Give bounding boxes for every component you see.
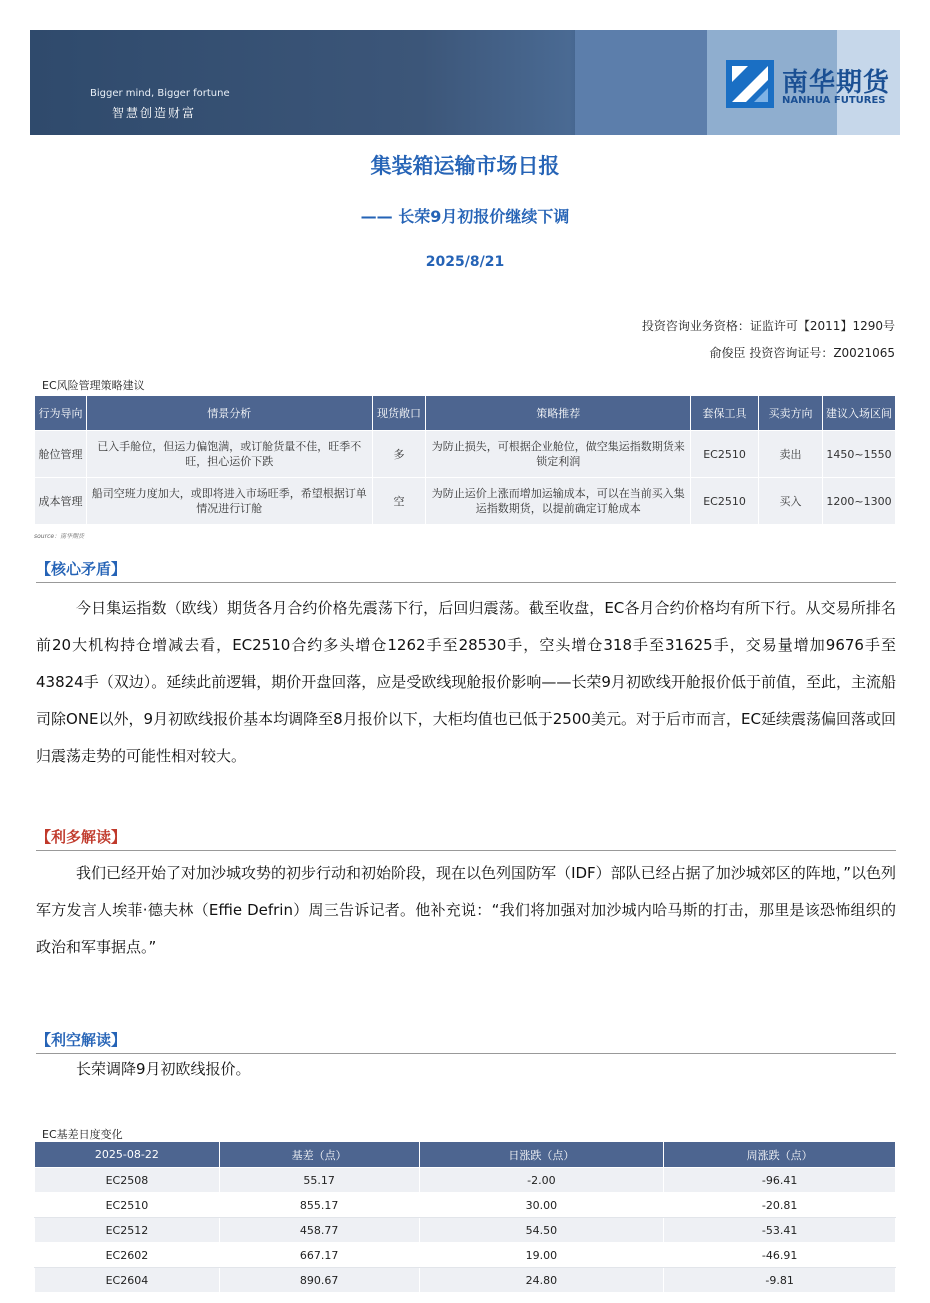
basis-table (34, 1141, 896, 1293)
table-row (35, 478, 896, 525)
table-header-row (35, 396, 896, 431)
column-header: 策略推荐 (426, 396, 691, 431)
bear-paragraph: 长荣调降9月初欧线报价。 (76, 1060, 251, 1078)
table-cell: -96.41 (664, 1168, 896, 1193)
basis-table-caption: EC基差日度变化 (42, 1128, 123, 1141)
strategy-table (34, 395, 896, 525)
table-cell: 舱位管理 (35, 431, 87, 478)
table-cell: 890.67 (219, 1268, 419, 1293)
table-cell: 为防止运价上涨而增加运输成本，可以在当前买入集运指数期货，以提前确定订舱成本 (426, 478, 691, 525)
report-date: 2025/8/21 (425, 254, 505, 270)
table-row (35, 1168, 896, 1193)
core-paragraph: 今日集运指数（欧线）期货各月合约价格先震荡下行，后回归震荡。截至收盘，EC各月合约价格均有所下行。从交易所排名前20大机构持仓增减去看，EC2510合约多头增仓1262手至28530手，空头增仓318手至31625手，交易量增加9676手至43824手（双边）。延续此前逻辑，期价开盘回落，应是受欧线现舱报价影响——长荣9月初欧线开舱报价低于前值，至此，主流船司除ONE以外，9月初欧线报价基本均调降至8月报价以下，大柜均值也已低于2500美元。对于后市而言，EC延续震荡偏回落或回归震荡走势的可能性相对较大。 (36, 599, 896, 765)
table-cell: 空 (372, 478, 426, 525)
table-cell: 1200~1300 (822, 478, 895, 525)
strategy-table-caption: EC风险管理策略建议 (42, 379, 145, 392)
column-header: 日涨跌（点） (419, 1142, 664, 1168)
table-cell: EC2510 (691, 431, 759, 478)
column-header: 情景分析 (86, 396, 372, 431)
analyst-info: 俞俊臣 投资咨询证号：Z0021065 (709, 346, 895, 360)
table-cell: 19.00 (419, 1243, 664, 1268)
source-note: source：南华期货 (34, 533, 85, 540)
table-cell: 24.80 (419, 1268, 664, 1293)
bull-paragraph: 我们已经开始了对加沙城攻势的初步行动和初始阶段，现在以色列国防军（IDF）部队已经占据了加沙城郊区的阵地，”以色列军方发言人埃菲·德夫林（Effie Defrin）周三告诉记者。他补充说：“我们将加强对加沙城内哈马斯的打击，那里是该恐怖组织的政治和军事据点。” (36, 864, 896, 956)
table-header-row (35, 1142, 896, 1168)
table-cell: 船司空班力度加大，或即将进入市场旺季，希望根据订单情况进行订舱 (86, 478, 372, 525)
column-header: 套保工具 (691, 396, 759, 431)
slogan-english: Bigger mind, Bigger fortune (90, 88, 230, 99)
table-row (35, 1243, 896, 1268)
slogan-chinese: 智慧创造财富 (112, 106, 197, 120)
brand-name-chinese: 南华期货 (782, 68, 891, 98)
table-row (35, 1218, 896, 1243)
column-header: 行为导向 (35, 396, 87, 431)
column-header: 周涨跌（点） (664, 1142, 896, 1168)
nanhua-logo-icon (726, 60, 774, 108)
table-cell: 30.00 (419, 1193, 664, 1218)
table-cell: 买入 (759, 478, 823, 525)
table-cell: 1450~1550 (822, 431, 895, 478)
table-cell: 458.77 (219, 1218, 419, 1243)
table-cell: 成本管理 (35, 478, 87, 525)
brand-name-english: NANHUA FUTURES (782, 95, 886, 106)
table-cell: -53.41 (664, 1218, 896, 1243)
core-section-heading: 【核心矛盾】 (36, 558, 896, 583)
table-cell: -20.81 (664, 1193, 896, 1218)
table-cell: EC2508 (35, 1168, 220, 1193)
table-cell: -46.91 (664, 1243, 896, 1268)
table-cell: 855.17 (219, 1193, 419, 1218)
table-cell: EC2604 (35, 1268, 220, 1293)
table-cell: 卖出 (759, 431, 823, 478)
table-row (35, 1193, 896, 1218)
table-cell: EC2512 (35, 1218, 220, 1243)
column-header: 2025-08-22 (35, 1142, 220, 1168)
table-cell: EC2510 (35, 1193, 220, 1218)
license-info: 投资咨询业务资格：证监许可【2011】1290号 (641, 319, 895, 333)
table-cell: 54.50 (419, 1218, 664, 1243)
column-header: 建议入场区间 (822, 396, 895, 431)
table-row (35, 1268, 896, 1293)
column-header: 现货敞口 (372, 396, 426, 431)
table-cell: -9.81 (664, 1268, 896, 1293)
column-header: 基差（点） (219, 1142, 419, 1168)
table-cell: -2.00 (419, 1168, 664, 1193)
banner-stripe (575, 30, 707, 135)
report-subtitle: —— 长荣9月初报价继续下调 (360, 207, 570, 226)
report-title: 集装箱运输市场日报 (370, 154, 560, 178)
table-cell: 多 (372, 431, 426, 478)
table-row (35, 431, 896, 478)
table-cell: 为防止损失，可根据企业舱位，做空集运指数期货来锁定利润 (426, 431, 691, 478)
table-cell: EC2510 (691, 478, 759, 525)
column-header: 买卖方向 (759, 396, 823, 431)
table-cell: 55.17 (219, 1168, 419, 1193)
table-cell: 已入手舱位，但运力偏饱满，或订舱货量不佳，旺季不旺，担心运价下跌 (86, 431, 372, 478)
bear-section-heading: 【利空解读】 (36, 1029, 896, 1054)
table-cell: EC2602 (35, 1243, 220, 1268)
bull-section-heading: 【利多解读】 (36, 826, 896, 851)
header-banner (30, 30, 900, 135)
table-cell: 667.17 (219, 1243, 419, 1268)
